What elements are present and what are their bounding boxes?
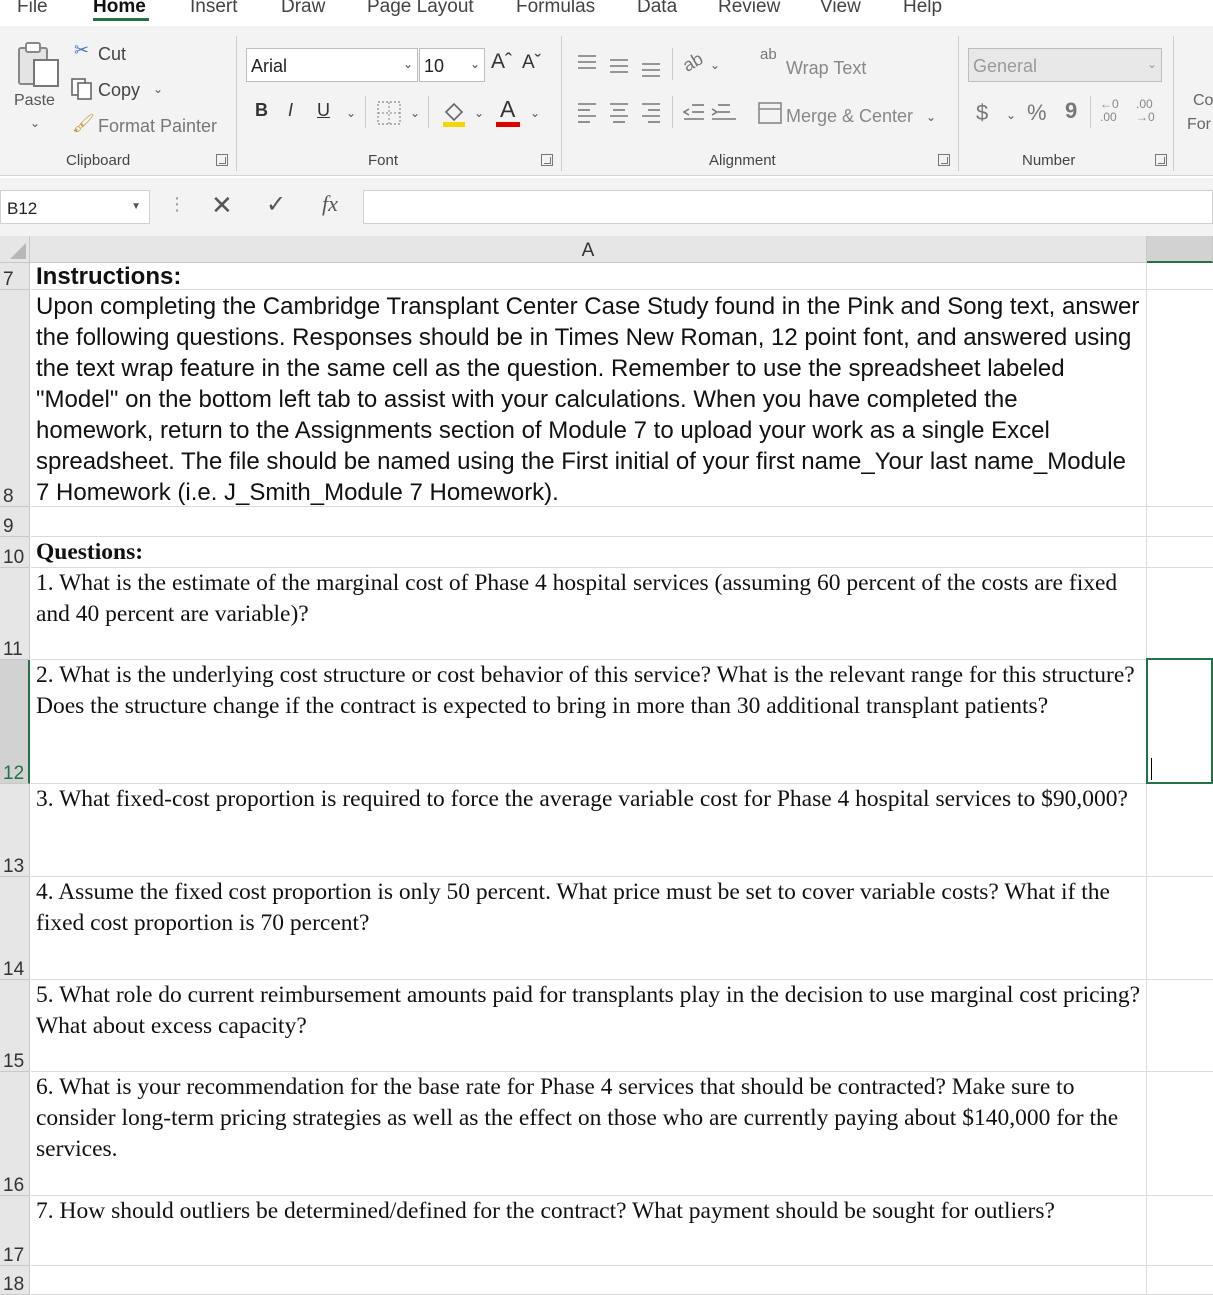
ribbon (0, 26, 1213, 176)
cell-a10[interactable] (31, 537, 1147, 568)
merge-center-button[interactable]: Merge & Center (786, 106, 914, 126)
divider (672, 48, 673, 80)
tab-review[interactable]: Review (718, 0, 781, 17)
cell-b7[interactable] (1147, 263, 1213, 290)
confirm-entry-button[interactable]: ✓ (266, 191, 287, 218)
instructions-label: Instructions: (36, 263, 182, 290)
cell-a12[interactable] (31, 660, 1147, 784)
copy-icon (70, 77, 94, 101)
row-header[interactable]: 7 (0, 263, 30, 290)
row-header[interactable]: 17 (0, 1196, 30, 1266)
active-cell-outline (1146, 658, 1213, 784)
conditional-formatting-label-cut[interactable]: Co (1193, 92, 1213, 109)
paste-icon (14, 40, 62, 88)
fill-color-icon[interactable] (440, 98, 468, 128)
font-size-value: 10 (424, 56, 445, 76)
number-group-label: Number (1022, 152, 1076, 169)
cell-a9[interactable] (31, 507, 1147, 537)
cell-a8[interactable] (31, 290, 1147, 507)
increase-decimal-icon[interactable]: ←0 .00 (1100, 97, 1119, 124)
cancel-entry-button[interactable]: ✕ (211, 190, 233, 220)
currency-dropdown-icon[interactable]: ⌄ (1006, 108, 1017, 122)
font-color-dropdown-icon[interactable]: ⌄ (530, 106, 541, 120)
active-tab-indicator (93, 18, 149, 21)
tab-formulas[interactable]: Formulas (516, 0, 596, 17)
font-color-button[interactable]: A (500, 96, 516, 122)
row-header[interactable]: 18 (0, 1266, 30, 1295)
font-name-value: Arial (251, 56, 288, 76)
tab-page-layout[interactable]: Page Layout (367, 0, 474, 17)
cell-a18[interactable] (31, 1266, 1147, 1295)
cut-icon: ✂ (74, 40, 90, 60)
questions-label: Questions: (36, 539, 144, 565)
merge-center-icon (758, 102, 782, 124)
cell-a16[interactable] (31, 1072, 1147, 1196)
borders-icon[interactable] (376, 100, 402, 126)
format-painter-icon: 🖌 (72, 113, 95, 133)
decrease-font-size-button[interactable]: Aˇ (522, 52, 541, 73)
copy-dropdown-icon[interactable]: ⌄ (153, 82, 164, 96)
divider (365, 96, 366, 128)
group-divider (236, 36, 237, 171)
cell-b11[interactable] (1147, 568, 1213, 660)
group-divider (1173, 36, 1174, 171)
cell-a11[interactable] (31, 568, 1147, 660)
cell-b8[interactable] (1147, 290, 1213, 507)
clipboard-launcher-icon[interactable] (216, 154, 228, 166)
paste-dropdown-icon[interactable]: ⌄ (30, 116, 41, 130)
comma-style-button[interactable]: 9 (1065, 98, 1078, 123)
question-4: 4. Assume the fixed cost proportion is only 50 percent. What price must be set to cover variable costs? What if the fixed cost proportion is 70 percent? (36, 879, 1110, 936)
row-header[interactable]: 9 (0, 507, 30, 537)
font-group-label: Font (368, 152, 399, 169)
column-header-a[interactable] (30, 236, 1147, 263)
ribbon-tab-bar (0, 0, 1213, 26)
row-header[interactable]: 14 (0, 877, 30, 980)
question-1: 1. What is the estimate of the marginal cost of Phase 4 hospital services (assuming 60 percent of the costs are fixed and 40 percent are variable)? (36, 570, 1118, 627)
borders-dropdown-icon[interactable]: ⌄ (410, 106, 421, 120)
question-6: 6. What is your recommendation for the base rate for Phase 4 services that should be contracted? Make sure to consider long-term pricing strategies as well as the effect on those who are currently paying about $140,000 for the services. (36, 1074, 1119, 1162)
cell-b15[interactable] (1147, 980, 1213, 1072)
font-name-select[interactable] (246, 48, 418, 82)
tab-help[interactable]: Help (903, 0, 943, 17)
divider (428, 96, 429, 128)
cell-b10[interactable] (1147, 537, 1213, 568)
select-all-button[interactable] (0, 236, 30, 263)
chevron-down-icon: ⌄ (402, 57, 413, 71)
paste-label: Paste (14, 92, 55, 109)
cell-b16[interactable] (1147, 1072, 1213, 1196)
conditional-formatting-label-cut-2[interactable]: For (1187, 116, 1211, 133)
column-header-label: A (581, 240, 595, 261)
name-box[interactable] (0, 190, 150, 224)
column-header-b[interactable] (1147, 236, 1213, 263)
row-header[interactable]: 16 (0, 1072, 30, 1196)
question-7: 7. How should outliers be determined/defined for the contract? What payment should be sought for outliers? (36, 1198, 1055, 1224)
chevron-down-icon: ▼ (131, 201, 141, 212)
formula-bar (0, 178, 1213, 236)
cell-b13[interactable] (1147, 784, 1213, 877)
wrap-text-icon: ab (760, 46, 777, 63)
font-launcher-icon[interactable] (541, 154, 553, 166)
alignment-group-label: Alignment (709, 152, 776, 169)
question-5: 5. What role do current reimbursement amounts paid for transplants play in the decision to use marginal cost pricing? What about excess capacity? (36, 982, 1140, 1039)
increase-font-size-button[interactable]: Aˆ (491, 50, 512, 73)
paste-button[interactable] (10, 38, 62, 133)
alignment-launcher-icon[interactable] (938, 154, 950, 166)
number-format-value: General (973, 56, 1038, 76)
cell-a7[interactable] (31, 263, 1147, 290)
format-painter-button[interactable]: Format Painter (98, 116, 218, 136)
cell-a13[interactable] (31, 784, 1147, 877)
insert-function-button[interactable]: fx (322, 191, 338, 216)
row-header-selected[interactable]: 12 (0, 660, 30, 784)
divider (672, 96, 673, 128)
font-size-select[interactable] (419, 48, 485, 82)
font-color-swatch (496, 122, 520, 127)
more-icon: ⋮ (168, 194, 186, 214)
row-header[interactable]: 10 (0, 537, 30, 568)
orientation-icon[interactable]: ab (679, 48, 707, 76)
underline-button[interactable]: U (317, 100, 330, 120)
divider (1090, 96, 1091, 128)
cell-a15[interactable] (31, 980, 1147, 1072)
instructions-text: Upon completing the Cambridge Transplant Center Case Study found in the Pink and Song text, answer the following questions. Responses should be in Times New Roman, 12 point font, and answered using the text wrap feature in the same cell as the question. Remember to use the spreadsheet labeled "Model" on the bottom left tab to assist with your calculations. When you have completed the homework, return to the Assignments section of Module 7 to upload your work as a single Excel spreadsheet. The file should be named using the First initial of your first name_Your last name_Module 7 Homework (i.e. J_Smith_Module 7 Homework). (36, 293, 1140, 506)
name-box-value: B12 (7, 199, 38, 218)
group-divider (958, 36, 959, 171)
percent-button[interactable]: % (1027, 100, 1047, 125)
copy-button[interactable]: Copy (98, 80, 141, 100)
cell-a14[interactable] (31, 877, 1147, 980)
group-divider (561, 36, 562, 171)
question-2: 2. What is the underlying cost structure or cost behavior of this service? What is the relevant range for this structure? Does the structure change if the contract is expected to bring in more than 30 additional transplant patients? (36, 662, 1135, 719)
chevron-down-icon: ⌄ (469, 57, 480, 71)
tab-home[interactable]: Home (93, 0, 146, 17)
row-header[interactable]: 13 (0, 784, 30, 877)
bold-button[interactable]: B (255, 100, 268, 120)
tab-view[interactable]: View (820, 0, 861, 17)
question-3: 3. What fixed-cost proportion is required to force the average variable cost for Phase 4 hospital services to $90,000? (36, 786, 1128, 812)
row-header[interactable]: 8 (0, 290, 30, 507)
vertical-align-icons[interactable] (576, 52, 666, 78)
wrap-text-button[interactable]: Wrap Text (786, 58, 867, 78)
chevron-down-icon: ⌄ (1146, 57, 1157, 71)
clipboard-group-label: Clipboard (66, 152, 131, 169)
tab-insert[interactable]: Insert (190, 0, 238, 17)
text-cursor (1151, 758, 1152, 780)
cell-b18[interactable] (1147, 1266, 1213, 1295)
formula-input[interactable] (363, 190, 1213, 224)
cell-b14[interactable] (1147, 877, 1213, 980)
row-header[interactable]: 15 (0, 980, 30, 1072)
merge-center-dropdown-icon[interactable]: ⌄ (926, 110, 937, 124)
decrease-decimal-icon[interactable]: .00 →0 (1136, 97, 1155, 124)
fill-color-dropdown-icon[interactable]: ⌄ (474, 106, 485, 120)
indent-icons[interactable] (682, 100, 738, 126)
tab-data[interactable]: Data (637, 0, 678, 17)
number-format-select[interactable] (968, 48, 1162, 82)
worksheet (0, 236, 1213, 1295)
currency-button[interactable]: $ (976, 100, 989, 125)
cell-a17[interactable] (31, 1196, 1147, 1266)
number-launcher-icon[interactable] (1155, 154, 1167, 166)
horizontal-align-icons[interactable] (576, 100, 666, 126)
underline-dropdown-icon[interactable]: ⌄ (346, 106, 357, 120)
tab-file[interactable]: File (17, 0, 48, 17)
orientation-dropdown-icon[interactable]: ⌄ (710, 58, 721, 72)
tab-draw[interactable]: Draw (281, 0, 326, 17)
italic-button[interactable]: I (288, 100, 294, 120)
cut-button[interactable]: Cut (98, 44, 127, 64)
cell-b9[interactable] (1147, 507, 1213, 537)
cell-b17[interactable] (1147, 1196, 1213, 1266)
row-header[interactable]: 11 (0, 568, 30, 660)
